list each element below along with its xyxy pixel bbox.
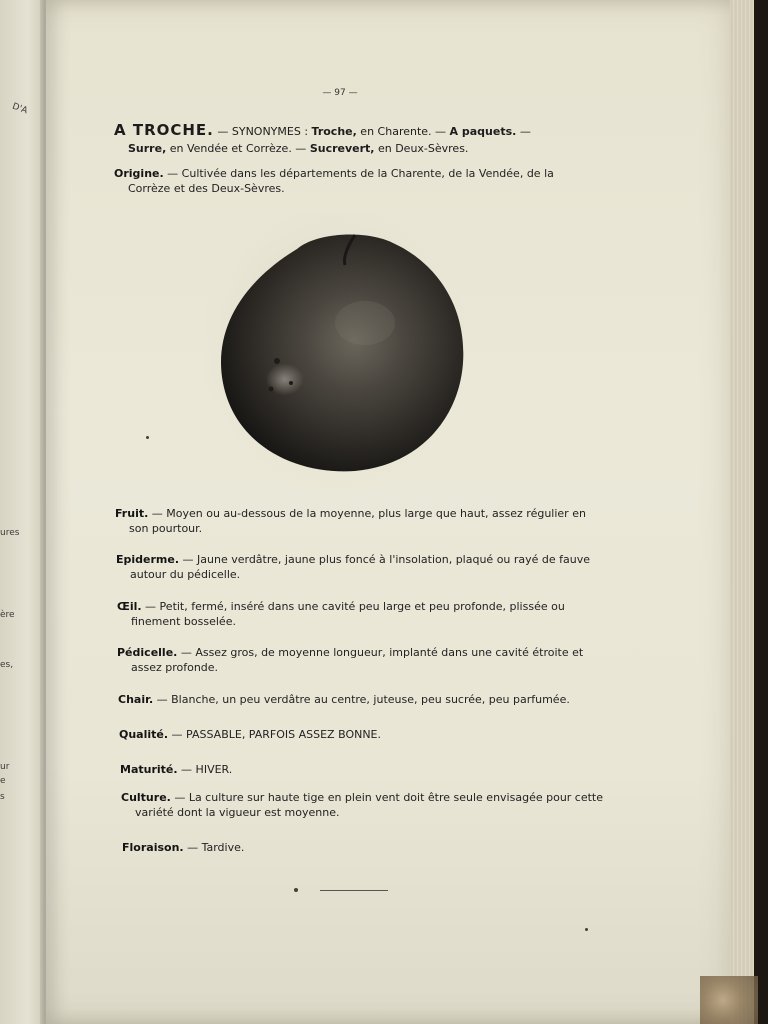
epiderme-label: Epiderme.: [116, 553, 180, 566]
floraison-paragraph: [122, 840, 606, 855]
apple-highlight: [335, 301, 395, 345]
chair-paragraph: [118, 692, 602, 707]
qualite-paragraph: [119, 727, 603, 742]
facing-page-fragment: ère: [0, 610, 15, 620]
fruit-label: Fruit.: [115, 507, 149, 520]
apple-image: [205, 213, 465, 488]
apple-spot: [289, 381, 293, 385]
floraison-text: — Tardive.: [183, 841, 245, 854]
fruit-paragraph: [115, 506, 599, 536]
epiderme-paragraph: [116, 552, 600, 582]
facing-page-fragment: es,: [0, 660, 14, 670]
synonym-place: en Charente. —: [356, 125, 450, 138]
page-number: — 97 —: [322, 88, 358, 98]
synonyms-intro: — SYNONYMES :: [213, 125, 312, 138]
oeil-label: Œil.: [117, 600, 142, 613]
maturite-paragraph: [120, 762, 604, 777]
facing-page-fragment: s: [0, 792, 5, 802]
oeil-text: — Petit, fermé, inséré dans une cavité peu large et peu profonde, plissée ou finement bosselée.: [131, 600, 565, 628]
culture-paragraph: [121, 790, 605, 820]
paper-speck: [294, 888, 298, 892]
apple-spot: [269, 387, 274, 392]
synonym: Surre,: [128, 142, 167, 155]
epiderme-text: — Jaune verdâtre, jaune plus foncé à l'insolation, plaqué ou rayé de fauve autour du pédicelle.: [130, 553, 591, 581]
page-edges: [730, 0, 754, 1024]
qualite-label: Qualité.: [119, 728, 169, 741]
synonym: Sucrevert,: [309, 142, 375, 155]
floraison-label: Floraison.: [122, 841, 184, 854]
pedicelle-paragraph: [117, 645, 601, 675]
oeil-paragraph: [117, 599, 601, 629]
chair-text: — Blanche, un peu verdâtre au centre, juteuse, peu sucrée, peu parfumée.: [153, 693, 570, 706]
facing-page-fragment: ur: [0, 762, 10, 772]
origin-label: Origine.: [114, 167, 164, 180]
synonym-place: en Deux-Sèvres.: [374, 142, 469, 155]
pedicelle-label: Pédicelle.: [117, 646, 178, 659]
paper-speck: [146, 436, 149, 439]
culture-text: — La culture sur haute tige en plein vent doit être seule envisagée pour cette variété dont la vigueur est moyenne.: [135, 791, 604, 819]
apple-photograph: [205, 213, 465, 488]
synonym: Troche,: [311, 125, 357, 138]
culture-label: Culture.: [121, 791, 171, 804]
paper-speck: [585, 928, 588, 931]
facing-page-fragment: e: [0, 776, 6, 786]
synonym-separator: —: [516, 125, 531, 138]
facing-page-fragment: D'A: [10, 101, 29, 117]
origin-text: — Cultivée dans les départements de la Charente, de la Vendée, de la Corrèze et des Deux-Sèvres.: [128, 167, 554, 195]
apple-spot: [274, 358, 280, 364]
synonym: A paquets.: [449, 125, 517, 138]
maturite-text: — HIVER.: [177, 763, 233, 776]
watermark-thumbnail: [700, 976, 758, 1024]
apple-highlight: [262, 341, 338, 405]
pedicelle-text: — Assez gros, de moyenne longueur, implanté dans une cavité étroite et assez profonde.: [131, 646, 584, 674]
variety-heading: [114, 122, 614, 157]
synonym-place: en Vendée et Corrèze. —: [166, 142, 310, 155]
variety-title: A TROCHE.: [114, 121, 214, 139]
end-rule: [320, 890, 388, 891]
fruit-text: — Moyen ou au-dessous de la moyenne, plus large que haut, assez régulier en son pourtour.: [129, 507, 586, 535]
facing-page-fragment: ures: [0, 528, 20, 538]
chair-label: Chair.: [118, 693, 154, 706]
maturite-label: Maturité.: [120, 763, 178, 776]
qualite-text: — PASSABLE, PARFOIS ASSEZ BONNE.: [168, 728, 381, 741]
origin-paragraph: [114, 166, 598, 196]
